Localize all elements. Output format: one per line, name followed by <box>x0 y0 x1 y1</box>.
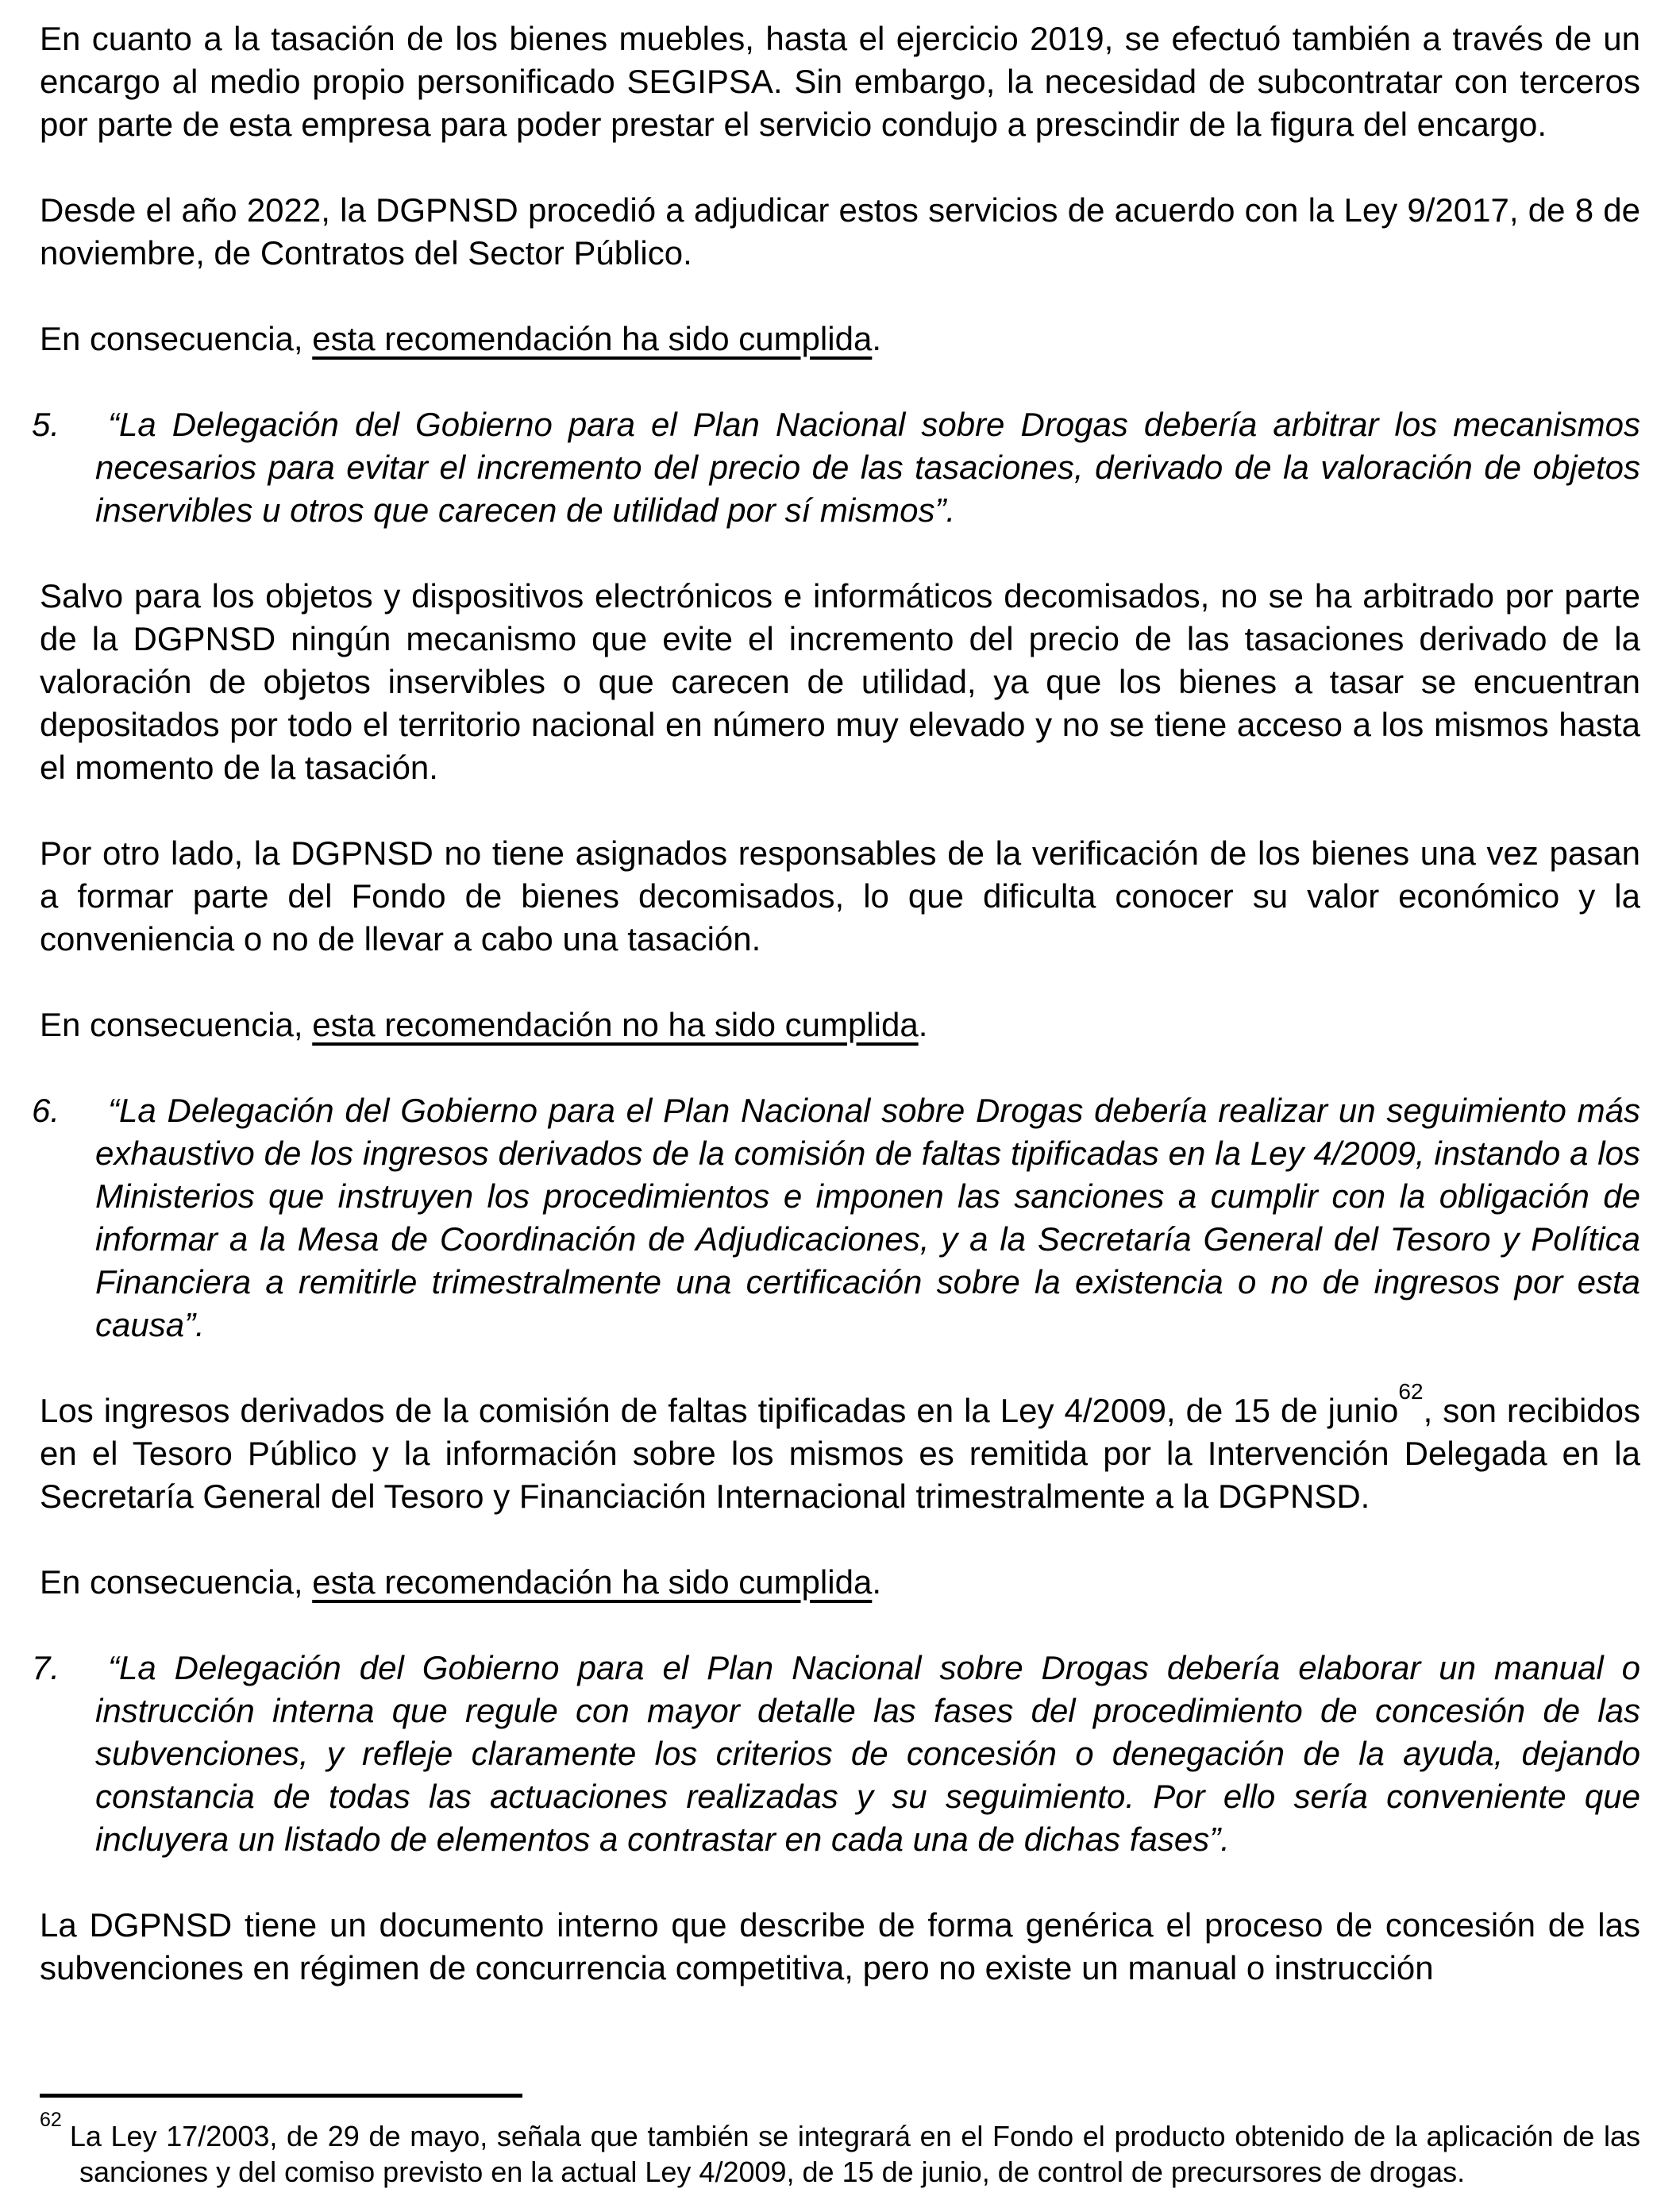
paragraph-text-before-footnote-ref: Los ingresos derivados de la comisión de faltas tipificadas en la Ley 4/2009, de 15 de junio <box>40 1392 1399 1429</box>
paragraph-text-after-footnote-ref: , son recibidos en el Tesoro Público y la información sobre los mismos es remitida por la Intervención Delegada en la Secretaría General del Tesoro y Financiación Internacional trimestralmente a la DGPNSD. <box>40 1392 1640 1515</box>
paragraph-dgpnsd-documento: La DGPNSD tiene un documento interno que describe de forma genérica el proceso de concesión de las subvenciones en régimen de concurrencia competitiva, pero no existe un manual o instrucción <box>40 1906 1640 1986</box>
footnote-text: La Ley 17/2003, de 29 de mayo, señala que también se integrará en el Fondo el producto obtenido de la aplicación de las sanciones y del comiso previsto en la actual Ley 4/2009, de 15 de junio, de control de precursores de drogas. <box>69 2120 1640 2188</box>
item-number: 7. <box>32 1649 60 1686</box>
conclusion-line-2 <box>40 1004 1640 1046</box>
conclusion-underlined-text: esta recomendación ha sido cumplida <box>312 1563 873 1601</box>
conclusion-prefix: En consecuencia, <box>40 1006 313 1043</box>
item-quote-text: “La Delegación del Gobierno para el Plan Nacional sobre Drogas debería elaborar un manual o instrucción interna que regule con mayor detalle las fases del procedimiento de concesión de las subvenciones, y refleje claramente los criterios de concesión o denegación de la ayuda, dejando constancia de todas las actuaciones realizadas y su seguimiento. Por ello sería conveniente que incluyera un listado de elementos a contrastar en cada una de dichas fases”. <box>95 1649 1640 1858</box>
conclusion-suffix: . <box>872 320 881 357</box>
item-number: 5. <box>32 406 60 443</box>
paragraph-salvo-objetos: Salvo para los objetos y dispositivos electrónicos e informáticos decomisados, no se ha arbitrado por parte de la DGPNSD ningún mecanismo que evite el incremento del precio de las tasaciones derivado de la valoración de objetos inservibles o que carecen de utilidad, ya que los bienes a tasar se encuentran depositados por todo el territorio nacional en número muy elevado y no se tiene acceso a los mismos hasta el momento de la tasación. <box>40 577 1640 786</box>
conclusion-line-1 <box>40 318 1640 360</box>
conclusion-suffix: . <box>872 1563 881 1601</box>
conclusion-underlined-text: esta recomendación ha sido cumplida <box>312 320 873 357</box>
footnote-reference-62: 62 <box>1398 1379 1424 1404</box>
numbered-item-5 <box>32 403 1640 532</box>
footnote-62 <box>40 2109 1640 2190</box>
item-quote-text: “La Delegación del Gobierno para el Plan Nacional sobre Drogas debería arbitrar los mecanismos necesarios para evitar el incremento del precio de las tasaciones, derivado de la valoración de objetos inservibles u otros que carecen de utilidad por sí mismos”. <box>95 406 1640 529</box>
conclusion-suffix: . <box>918 1006 928 1043</box>
paragraph-por-otro-lado: Por otro lado, la DGPNSD no tiene asignados responsables de la verificación de los bienes una vez pasan a formar parte del Fondo de bienes decomisados, lo que dificulta conocer su valor económico y la conveniencia o no de llevar a cabo una tasación. <box>40 834 1640 958</box>
numbered-item-7 <box>32 1647 1640 1861</box>
item-number: 6. <box>32 1092 60 1129</box>
conclusion-prefix: En consecuencia, <box>40 320 313 357</box>
footnote-area <box>40 2094 1640 2190</box>
item-quote-text: “La Delegación del Gobierno para el Plan Nacional sobre Drogas debería realizar un seguimiento más exhaustivo de los ingresos derivados de la comisión de faltas tipificadas en la Ley 4/2009, instando a los Ministerios que instruyen los procedimientos e imponen las sanciones a cumplir con la obligación de informar a la Mesa de Coordinación de Adjudicaciones, y a la Secretaría General del Tesoro y Política Financiera a remitirle trimestralmente una certificación sobre la existencia o no de ingresos por esta causa”. <box>95 1092 1640 1343</box>
paragraph-tasacion-bienes-muebles: En cuanto a la tasación de los bienes muebles, hasta el ejercicio 2019, se efectuó también a través de un encargo al medio propio personificado SEGIPSA. Sin embargo, la necesidad de subcontratar con terceros por parte de esta empresa para poder prestar el servicio condujo a prescindir de la figura del encargo. <box>40 20 1640 143</box>
paragraph-los-ingresos <box>40 1379 1640 1518</box>
paragraph-adjudicacion-2022: Desde el año 2022, la DGPNSD procedió a adjudicar estos servicios de acuerdo con la Ley 9/2017, de 8 de noviembre, de Contratos del Sector Público. <box>40 191 1640 272</box>
numbered-item-6 <box>32 1089 1640 1347</box>
conclusion-line-3 <box>40 1561 1640 1604</box>
footnote-separator-rule <box>40 2094 522 2098</box>
footnote-marker: 62 <box>40 2109 62 2131</box>
conclusion-underlined-text: esta recomendación no ha sido cumplida <box>312 1006 919 1043</box>
conclusion-prefix: En consecuencia, <box>40 1563 313 1601</box>
